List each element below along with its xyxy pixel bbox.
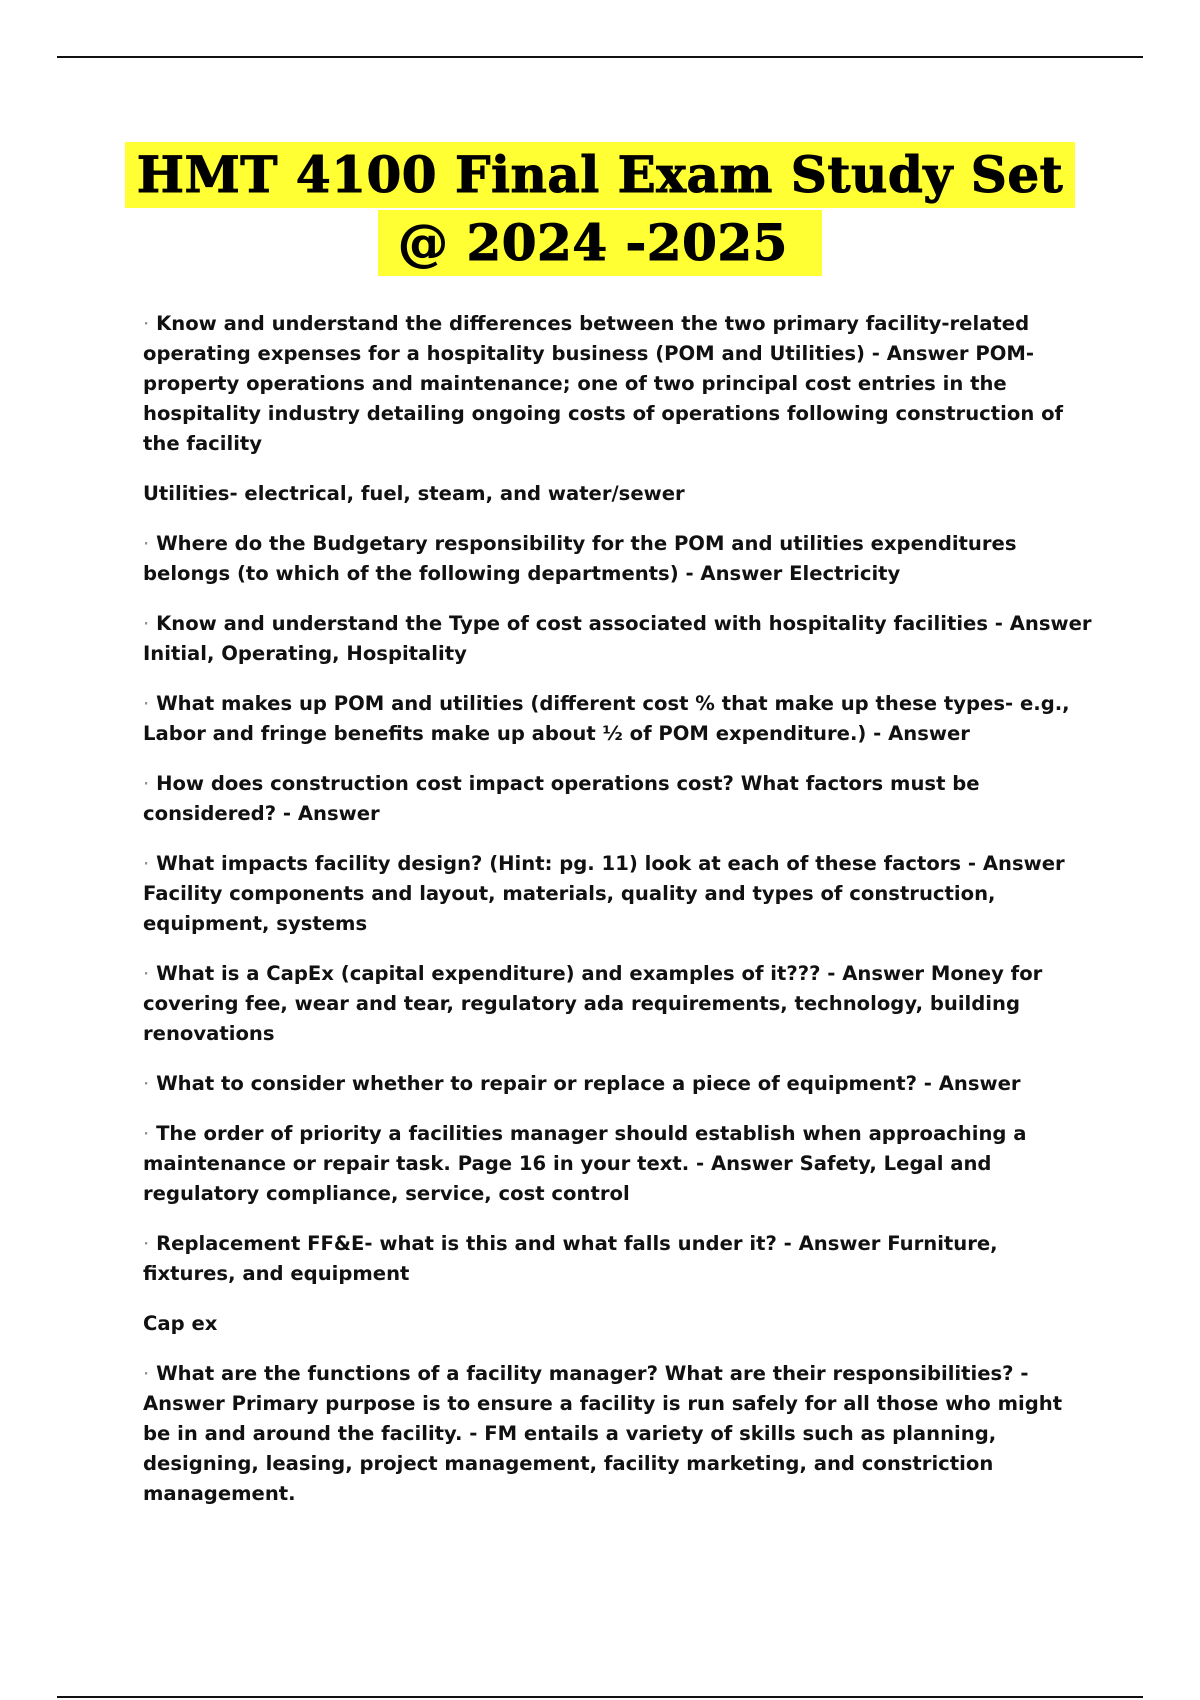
study-item [143,1069,1093,1099]
document-title [0,142,1200,276]
top-rule [57,56,1143,58]
study-item-text: Cap ex [143,1312,218,1335]
study-item-text: The order of priority a facilities manager should establish when approaching a maintenance or repair task. Page 16 in your text. - Answer Safety, Legal and regulatory compliance, service, cost control [143,1122,1027,1205]
bullet-mark: · [143,312,150,335]
study-item [143,769,1093,829]
study-item [143,1309,1093,1339]
study-content [143,309,1093,1529]
bottom-rule [57,1696,1143,1698]
bullet-mark: · [143,962,150,985]
study-item-text: What makes up POM and utilities (different cost % that make up these types- e.g., Labor and fringe benefits make up about ½ of POM expenditure.) - Answer [143,692,1070,745]
study-item-text: Replacement FF&E- what is this and what falls under it? - Answer Furniture, fixtures, and equipment [143,1232,998,1285]
study-item [143,689,1093,749]
study-item-text: What are the functions of a facility manager? What are their responsibilities? - Answer Primary purpose is to ensure a facility is run safely for all those who might be in and around the facility. - FM entails a variety of skills such as planning, designing, leasing, project management, facility marketing, and constriction management. [143,1362,1063,1505]
bullet-mark: · [143,1232,150,1255]
bullet-mark: · [143,1072,150,1095]
study-item [143,309,1093,459]
study-item-text: Know and understand the differences between the two primary facility-related operating expenses for a hospitality business (POM and Utilities) - Answer POM- property operations and maintenance; one of two principal cost entries in the hospitality industry detailing ongoing costs of operations following construction of the facility [143,312,1064,455]
bullet-mark: · [143,852,150,875]
study-item [143,529,1093,589]
study-item-text: What is a CapEx (capital expenditure) and examples of it??? - Answer Money for covering fee, wear and tear, regulatory ada requirements, technology, building renovations [143,962,1043,1045]
study-item [143,1229,1093,1289]
study-item-text: Utilities- electrical, fuel, steam, and water/sewer [143,482,685,505]
study-item [143,959,1093,1049]
title-line-2: @ 2024 -2025 [378,210,822,276]
bullet-mark: · [143,1362,150,1385]
study-item-text: Know and understand the Type of cost associated with hospitality facilities - Answer Initial, Operating, Hospitality [143,612,1092,665]
bullet-mark: · [143,1122,150,1145]
study-item [143,479,1093,509]
study-item [143,1359,1093,1509]
title-line-1: HMT 4100 Final Exam Study Set [125,142,1076,208]
bullet-mark: · [143,772,150,795]
study-item [143,609,1093,669]
bullet-mark: · [143,692,150,715]
bullet-mark: · [143,612,150,635]
bullet-mark: · [143,532,150,555]
study-item-text: What to consider whether to repair or replace a piece of equipment? - Answer [156,1072,1021,1095]
study-item [143,849,1093,939]
study-item [143,1119,1093,1209]
study-item-text: How does construction cost impact operations cost? What factors must be considered? - Answer [143,772,980,825]
study-item-text: Where do the Budgetary responsibility for the POM and utilities expenditures belongs (to which of the following departments) - Answer Electricity [143,532,1017,585]
study-item-text: What impacts facility design? (Hint: pg. 11) look at each of these factors - Answer Facility components and layout, materials, quality and types of construction, equipment, systems [143,852,1065,935]
